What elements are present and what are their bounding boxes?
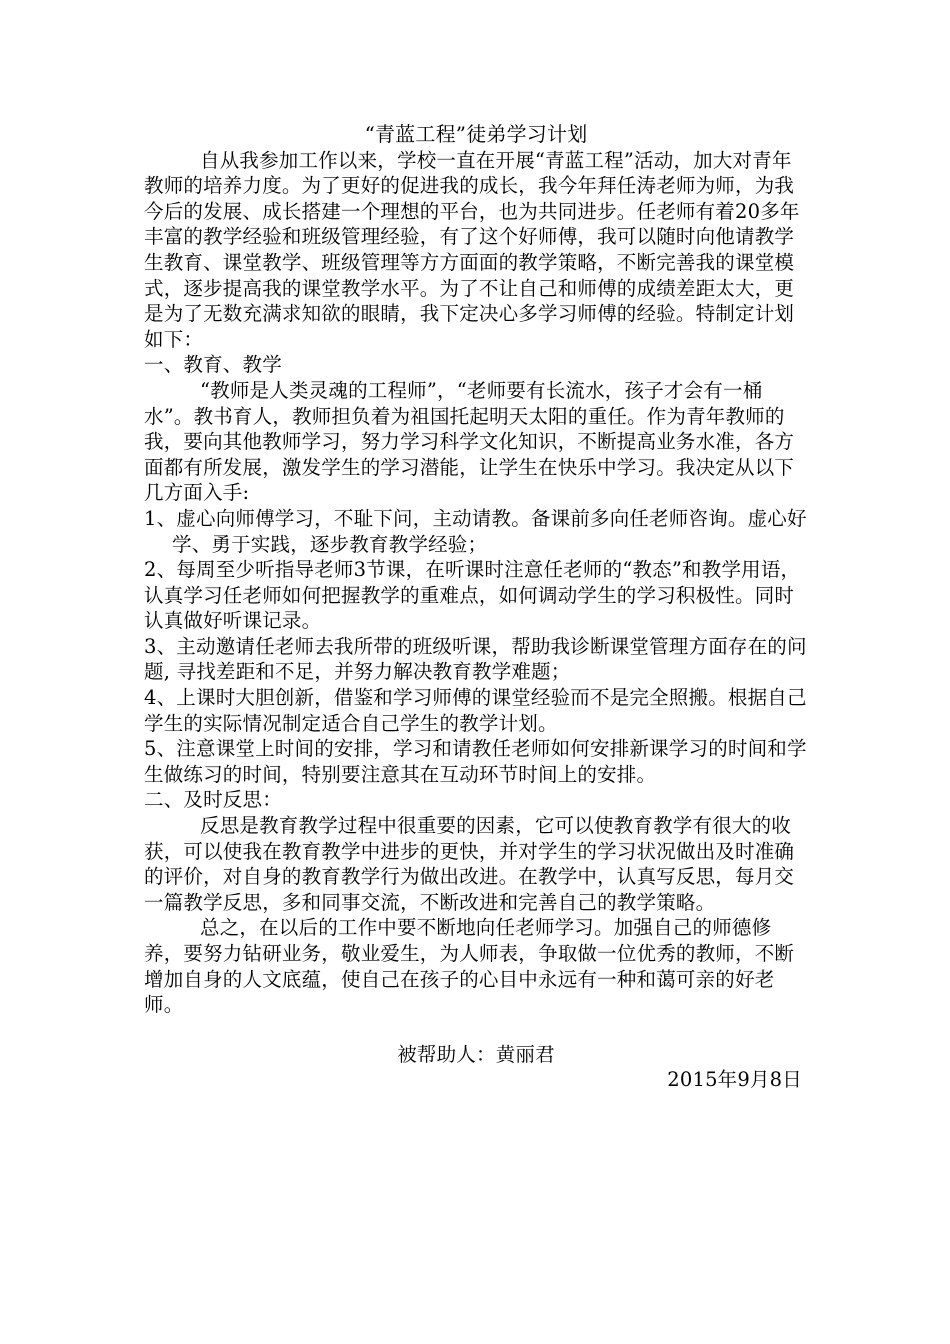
document-body — [144, 122, 808, 1093]
list-item: 2、每周至少听指导老师3节课，在听课时注意任老师的“教态”和教学用语，认真学习任老师如何把握教学的重难点，如何调动学生的学习积极性。同时认真做好听课记录。 — [144, 558, 801, 633]
list-item: 3、主动邀请任老师去我所带的班级听课，帮助我诊断课堂管理方面存在的问题, 寻找差距和不足，并努力解决教育教学难题； — [144, 634, 807, 684]
intro-paragraph: 自从我参加工作以来，学校一直在开展“青蓝工程”活动，加大对青年教师的培养力度。为了更好的促进我的成长，我今年拜任涛老师为师，为我今后的发展、成长搭建一个理想的平台，也为共同进步。任老师有着20多年丰富的教学经验和班级管理经验，有了这个好师傅，我可以随时向他请教学生教育、课堂教学、班级管理等方方面面的教学策略，不断完善我的课堂模式，逐步提高我的课堂教学水平。为了不让自己和师傅的成绩差距太大，更是为了无数充满求知欲的眼睛，我下定决心多学习师傅的经验。特制定计划如下： — [144, 148, 800, 351]
section-2-heading: 二、及时反思： — [144, 788, 282, 812]
list-item: 1、虚心向师傅学习，不耻下问，主动请教。备课前多向任老师咨询。虚心好学、勇于实践，逐步教育教学经验； — [144, 506, 807, 556]
date-line: 2015年9月8日 — [667, 1068, 802, 1092]
section-1-heading: 一、教育、教学 — [144, 353, 282, 377]
conclusion-paragraph: 总之，在以后的工作中要不断地向任老师学习。加强自己的师德修养，要努力钻研业务，敬业爱生，为人师表，争取做一位优秀的教师，不断增加自身的人文底蕴，使自己在孩子的心目中永远有一种和蔼可亲的好老师。 — [144, 916, 795, 1017]
section-2-paragraph: 反思是教育教学过程中很重要的因素，它可以使教育教学有很大的收获，可以使我在教育教学中进步的更快，并对学生的学习状况做出及时准确的评价，对自身的教育教学行为做出改进。在教学中，认真写反思，每月交一篇教学反思，多和同事交流，不断改进和完善自己的教学策略。 — [144, 814, 795, 914]
list-item: 5、注意课堂上时间的安排，学习和请教任老师如何安排新课学习的时间和学生做练习的时间，特别要注意其在互动环节时间上的安排。 — [144, 737, 807, 786]
document-title: “青蓝工程”徒弟学习计划 — [364, 122, 588, 146]
section-1-paragraph: “教师是人类灵魂的工程师”，“老师要有长流水，孩子才会有一桶水”。教书育人，教师担负着为祖国托起明天太阳的重任。作为青年教师的我，要向其他教师学习，努力学习科学文化知识，不断提高业务水准，各方面都有所发展，激发学生的学习潜能，让学生在快乐中学习。我决定从以下几方面入手: — [144, 378, 795, 505]
list-item: 4、上课时大胆创新，借鉴和学习师傅的课堂经验而不是完全照搬。根据自己学生的实际情况制定适合自己学生的教学计划。 — [144, 686, 807, 735]
signer-line: 被帮助人：黄丽君 — [397, 1042, 555, 1066]
